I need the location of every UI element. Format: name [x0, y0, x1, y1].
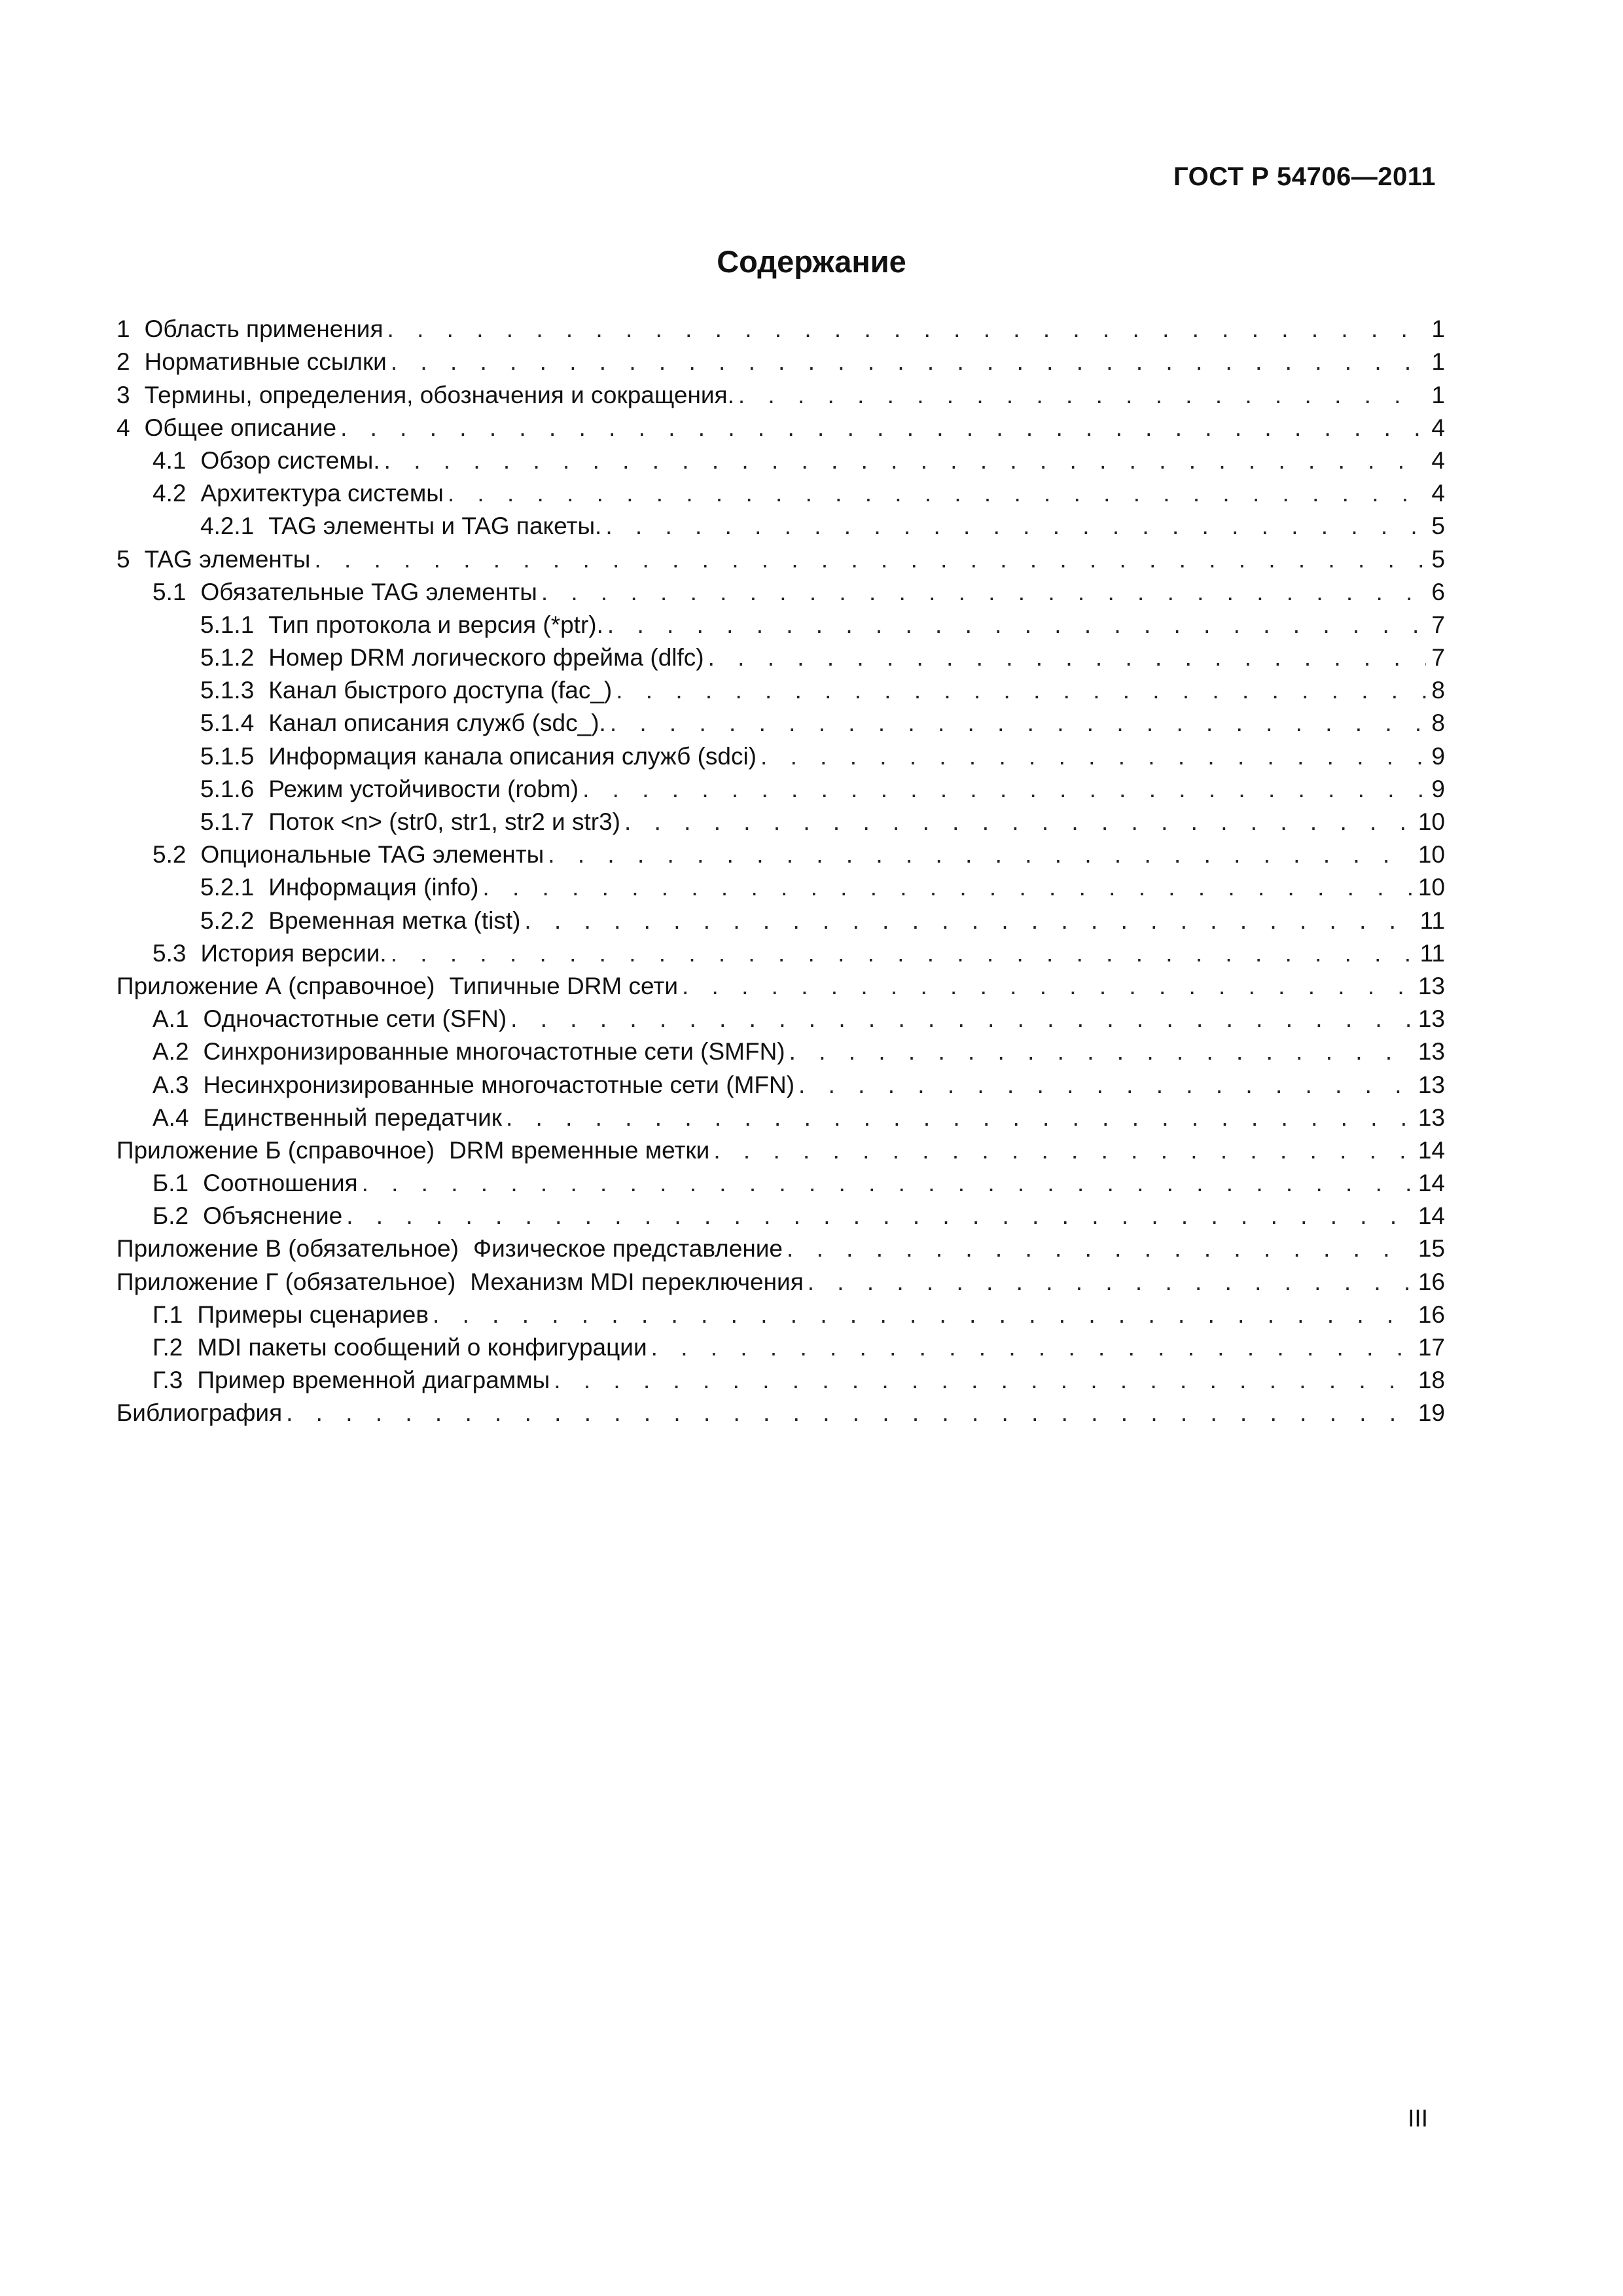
toc-entry[interactable] — [116, 477, 1445, 510]
toc-entry[interactable] — [116, 773, 1445, 806]
toc-entry-number: 5.1.1 — [200, 611, 255, 638]
toc-entry-title: Обязательные TAG элементы — [200, 578, 537, 605]
toc-entry-page: 13 — [1418, 1005, 1445, 1033]
toc-entry-page: 9 — [1431, 742, 1445, 770]
toc-entry[interactable] — [116, 1102, 1445, 1134]
toc-entry-title: Типичные DRM сети — [449, 972, 678, 999]
toc-entry-number: Б.1 — [152, 1170, 189, 1197]
toc-entry-number: Г.3 — [152, 1367, 183, 1394]
toc-entry-title: Тип протокола и версия (*ptr). — [268, 611, 603, 638]
toc-entry-page: 5 — [1431, 545, 1445, 573]
toc-entry[interactable] — [116, 674, 1445, 707]
document-code: ГОСТ Р 54706—2011 — [1173, 162, 1436, 191]
toc-entry[interactable] — [116, 378, 1445, 411]
toc-entry[interactable] — [116, 871, 1445, 904]
toc-entry-number: 5 — [116, 545, 130, 573]
toc-entry-number: 5.1.5 — [200, 742, 255, 770]
toc-entry-page: 10 — [1418, 841, 1445, 869]
toc-entry-title: MDI пакеты сообщений о конфигурации — [197, 1334, 647, 1361]
toc-dot-leader — [362, 1167, 1413, 1200]
toc-entry-number: Г.2 — [152, 1334, 183, 1361]
toc-entry-number: 4.2.1 — [200, 512, 255, 540]
toc-entry-title: Физическое представление — [473, 1235, 783, 1263]
toc-entry-page: 5 — [1431, 512, 1445, 540]
toc-entry[interactable] — [116, 609, 1445, 641]
toc-entry-number: 5.1.4 — [200, 709, 255, 737]
toc-entry-title: Объяснение — [203, 1202, 343, 1230]
toc-entry-title: Библиография — [116, 1399, 283, 1427]
toc-entry-title: Одночастотные сети (SFN) — [203, 1005, 507, 1033]
toc-entry[interactable] — [116, 740, 1445, 772]
toc-entry[interactable] — [116, 444, 1445, 477]
toc-entry[interactable] — [116, 1232, 1445, 1265]
toc-entry-number: Г.1 — [152, 1300, 183, 1328]
toc-entry-title: Опциональные TAG элементы — [200, 841, 544, 869]
toc-dot-leader — [616, 674, 1426, 707]
toc-dot-leader — [482, 871, 1412, 904]
toc-dot-leader — [651, 1331, 1413, 1364]
toc-dot-leader — [713, 1134, 1413, 1167]
toc-entry-title: Поток <n> (str0, str1, str2 и str3) — [268, 808, 621, 835]
toc-entry-number: А.1 — [152, 1005, 189, 1033]
toc-entry-page: 13 — [1418, 972, 1445, 999]
toc-entry[interactable] — [116, 1331, 1445, 1364]
toc-entry-number: 4 — [116, 414, 130, 441]
toc-entry[interactable] — [116, 838, 1445, 871]
toc-dot-leader — [624, 806, 1413, 838]
toc-dot-leader — [314, 543, 1426, 576]
toc-entry-number: 5.1 — [152, 578, 187, 605]
toc-entry-page: 7 — [1431, 644, 1445, 672]
toc-entry-title: Номер DRM логического фрейма (dlfc) — [268, 644, 704, 672]
toc-dot-leader — [548, 838, 1413, 871]
toc-entry[interactable] — [116, 707, 1445, 740]
toc-entry-number: 2 — [116, 348, 130, 376]
page-number: III — [1408, 2105, 1428, 2132]
toc-entry-number: Приложение Г (обязательное) — [116, 1268, 456, 1295]
toc-entry-title: Канал описания служб (sdc_). — [268, 709, 606, 737]
toc-dot-leader — [448, 477, 1427, 510]
toc-entry-page: 13 — [1418, 1071, 1445, 1098]
toc-entry-title: Нормативные ссылки — [144, 348, 387, 376]
toc-dot-leader — [554, 1364, 1413, 1397]
toc-entry-title: Общее описание — [144, 414, 337, 441]
toc-entry-number: Б.2 — [152, 1202, 189, 1230]
toc-entry-number: Приложение В (обязательное) — [116, 1235, 459, 1263]
toc-entry-number: 3 — [116, 381, 130, 408]
toc-entry[interactable] — [116, 1200, 1445, 1232]
toc-entry[interactable] — [116, 1265, 1445, 1298]
toc-entry[interactable] — [116, 1397, 1445, 1429]
toc-dot-leader — [760, 740, 1426, 773]
toc-entry-page: 19 — [1418, 1399, 1445, 1427]
toc-entry[interactable] — [116, 806, 1445, 838]
toc-entry-title: TAG элементы — [144, 545, 311, 573]
toc-dot-leader — [738, 379, 1427, 412]
toc-entry-number: 5.2.1 — [200, 874, 255, 901]
toc-entry-title: Временная метка (tist) — [268, 906, 521, 934]
toc-dot-leader — [582, 773, 1426, 806]
toc-entry[interactable] — [116, 641, 1445, 674]
toc-entry[interactable] — [116, 1364, 1445, 1397]
toc-dot-leader — [607, 609, 1427, 641]
toc-entry-title: DRM временные метки — [449, 1136, 710, 1164]
toc-entry-number: 4.1 — [152, 446, 187, 474]
toc-entry-page: 1 — [1431, 348, 1445, 376]
toc-entry-title: Режим устойчивости (robm) — [268, 775, 579, 802]
toc-entry-page: 16 — [1418, 1268, 1445, 1295]
toc-entry-page: 8 — [1431, 709, 1445, 737]
toc-entry-page: 15 — [1418, 1235, 1445, 1263]
toc-entry-title: Пример временной диаграммы — [197, 1367, 550, 1394]
toc-entry-page: 14 — [1418, 1202, 1445, 1230]
toc-entry-page: 14 — [1418, 1170, 1445, 1197]
toc-entry-title: Синхронизированные многочастотные сети (SMFN) — [203, 1038, 785, 1066]
toc-dot-leader — [708, 641, 1427, 674]
toc-entry-page: 1 — [1431, 381, 1445, 408]
toc-entry[interactable] — [116, 1068, 1445, 1101]
toc-entry-title: Архитектура системы — [200, 480, 444, 507]
toc-entry-title: TAG элементы и TAG пакеты. — [268, 512, 602, 540]
toc-dot-leader — [524, 905, 1414, 937]
toc-entry-page: 13 — [1418, 1103, 1445, 1131]
toc-entry[interactable] — [116, 543, 1445, 575]
toc-entry[interactable] — [116, 1167, 1445, 1200]
toc-entry-page: 4 — [1431, 446, 1445, 474]
toc-entry[interactable] — [116, 1035, 1445, 1068]
toc-entry[interactable] — [116, 970, 1445, 1003]
toc-entry-title: Канал быстрого доступа (fac_) — [268, 677, 613, 704]
toc-entry[interactable] — [116, 937, 1445, 970]
toc-dot-leader — [391, 346, 1427, 378]
toc-entry-title: Информация (info) — [268, 874, 479, 901]
toc-dot-leader — [541, 576, 1427, 609]
toc-dot-leader — [610, 707, 1427, 740]
toc-dot-leader — [808, 1266, 1413, 1299]
toc-entry-page: 4 — [1431, 414, 1445, 441]
toc-entry[interactable] — [116, 510, 1445, 543]
toc-entry-number: 5.1.2 — [200, 644, 255, 672]
toc-entry-page: 1 — [1431, 315, 1445, 343]
toc-entry-number: А.2 — [152, 1038, 189, 1066]
toc-entry-number: 5.1.3 — [200, 677, 255, 704]
toc-entry-page: 9 — [1431, 775, 1445, 802]
toc-entry-title: Информация канала описания служб (sdci) — [268, 742, 757, 770]
toc-entry-number: 1 — [116, 315, 130, 343]
toc-dot-leader — [286, 1397, 1413, 1429]
toc-entry[interactable] — [116, 1134, 1445, 1167]
table-of-contents — [116, 313, 1445, 1429]
toc-entry-page: 18 — [1418, 1367, 1445, 1394]
toc-dot-leader — [506, 1102, 1413, 1134]
toc-entry-title: Обзор системы. — [200, 446, 380, 474]
toc-entry-title: История версии. — [200, 939, 387, 967]
toc-entry-number: 5.2.2 — [200, 906, 255, 934]
toc-entry-title: Термины, определения, обозначения и сокращения. — [144, 381, 734, 408]
toc-entry-page: 8 — [1431, 677, 1445, 704]
toc-dot-leader — [682, 970, 1413, 1003]
toc-entry[interactable] — [116, 412, 1445, 444]
toc-entry-number: 5.1.6 — [200, 775, 255, 802]
toc-dot-leader — [340, 412, 1426, 444]
toc-entry[interactable] — [116, 1003, 1445, 1035]
toc-entry-page: 10 — [1418, 874, 1445, 901]
toc-dot-leader — [346, 1200, 1413, 1232]
toc-entry-page: 11 — [1419, 906, 1445, 934]
page-title: Содержание — [717, 244, 906, 279]
toc-dot-leader — [391, 937, 1415, 970]
toc-dot-leader — [798, 1069, 1413, 1102]
toc-entry-number: А.4 — [152, 1103, 189, 1131]
toc-entry-number: 4.2 — [152, 480, 187, 507]
toc-entry-number: Приложение А (справочное) — [116, 972, 435, 999]
toc-entry-page: 17 — [1418, 1334, 1445, 1361]
toc-entry[interactable] — [116, 313, 1445, 346]
toc-entry-number: Приложение Б (справочное) — [116, 1136, 435, 1164]
toc-entry-page: 4 — [1431, 480, 1445, 507]
toc-entry-page: 13 — [1418, 1038, 1445, 1066]
toc-dot-leader — [387, 313, 1427, 346]
toc-entry-title: Механизм MDI переключения — [470, 1268, 804, 1295]
toc-entry-title: Несинхронизированные многочастотные сети (MFN) — [203, 1071, 795, 1098]
toc-entry-page: 6 — [1431, 578, 1445, 605]
toc-entry-page: 11 — [1419, 939, 1445, 967]
toc-entry-number: 5.3 — [152, 939, 187, 967]
toc-entry-title: Единственный передатчик — [203, 1103, 502, 1131]
toc-dot-leader — [789, 1035, 1413, 1068]
toc-entry[interactable] — [116, 1299, 1445, 1331]
toc-dot-leader — [433, 1299, 1413, 1331]
toc-dot-leader — [510, 1003, 1413, 1035]
toc-entry-page: 7 — [1431, 611, 1445, 638]
toc-dot-leader — [384, 444, 1427, 477]
toc-entry[interactable] — [116, 576, 1445, 609]
toc-entry-number: 5.2 — [152, 841, 187, 869]
toc-entry-number: А.3 — [152, 1071, 189, 1098]
toc-entry-page: 16 — [1418, 1300, 1445, 1328]
toc-entry-page: 10 — [1418, 808, 1445, 835]
toc-dot-leader — [787, 1232, 1413, 1265]
toc-entry[interactable] — [116, 904, 1445, 937]
toc-entry-title: Область применения — [144, 315, 383, 343]
toc-entry-page: 14 — [1418, 1136, 1445, 1164]
toc-entry-title: Примеры сценариев — [197, 1300, 429, 1328]
toc-dot-leader — [605, 510, 1426, 543]
toc-entry-title: Соотношения — [203, 1170, 358, 1197]
toc-entry-number: 5.1.7 — [200, 808, 255, 835]
toc-entry[interactable] — [116, 346, 1445, 378]
